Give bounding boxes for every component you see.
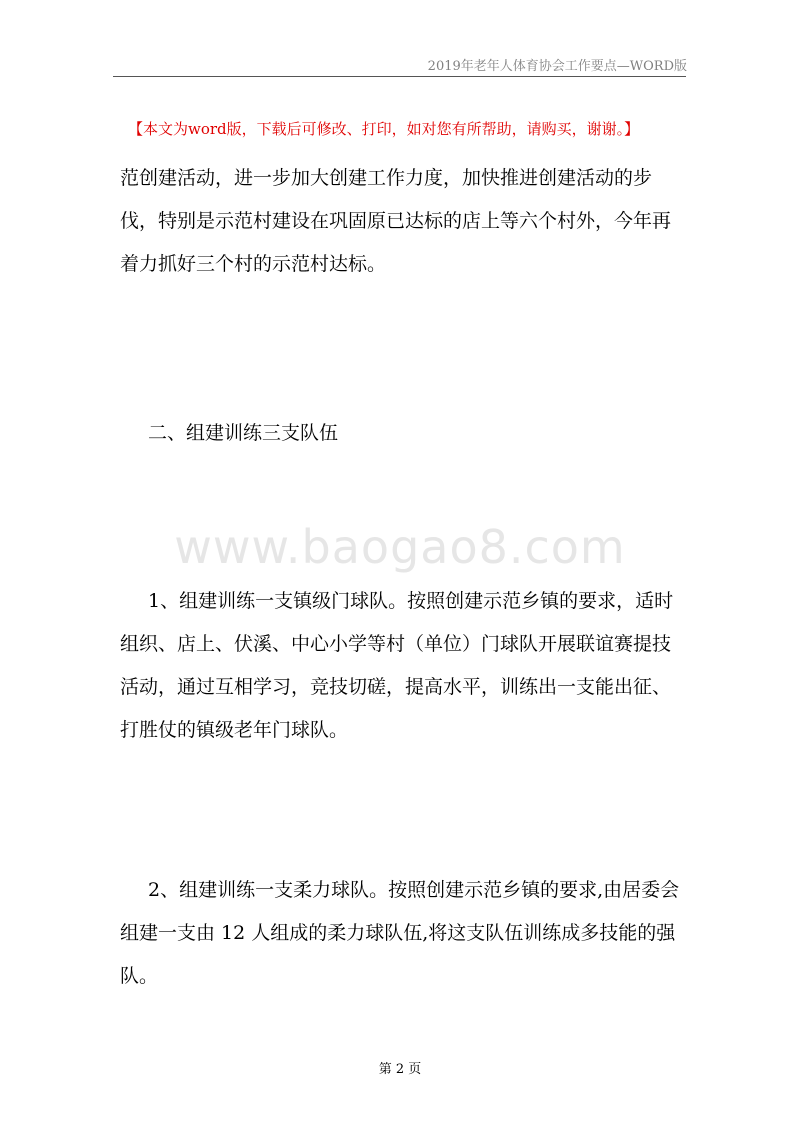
list-item-2-text: 2、组建训练一支柔力球队。按照创建示范乡镇的要求,由居委会组建一支由 12 人组成的柔力球队伍,将这支队伍训练成多技能的强队。 bbox=[120, 879, 680, 987]
header-divider bbox=[113, 76, 686, 77]
section-heading bbox=[120, 412, 686, 455]
list-item-1-text: 1、组建训练一支镇级门球队。按照创建示范乡镇的要求，适时组织、店上、伏溪、中心小学等村（单位）门球队开展联谊赛提技活动，通过互相学习，竞技切磋，提高水平，训练出一支能出征、打胜仗的镇级老年门球队。 bbox=[120, 590, 674, 741]
purchase-notice: 【本文为word版，下载后可修改、打印，如对您有所帮助，请购买，谢谢。】 bbox=[128, 120, 640, 138]
paragraph-text: 范创建活动，进一步加大创建工作力度，加快推进创建活动的步伐，特别是示范村建设在巩固原已达标的店上等六个村外，今年再着力抓好三个村的示范村达标。 bbox=[120, 167, 672, 275]
section-heading-text: 二、组建训练三支队伍 bbox=[148, 422, 339, 444]
watermark: www.baogao8.com bbox=[174, 520, 626, 574]
list-item-2 bbox=[120, 869, 686, 998]
document-header-title: 2019年老年人体育协会工作要点—WORD版 bbox=[427, 59, 687, 74]
list-item-1 bbox=[120, 580, 686, 752]
paragraph-continuation bbox=[120, 157, 686, 286]
page-number: 第 2 页 bbox=[378, 1062, 422, 1077]
